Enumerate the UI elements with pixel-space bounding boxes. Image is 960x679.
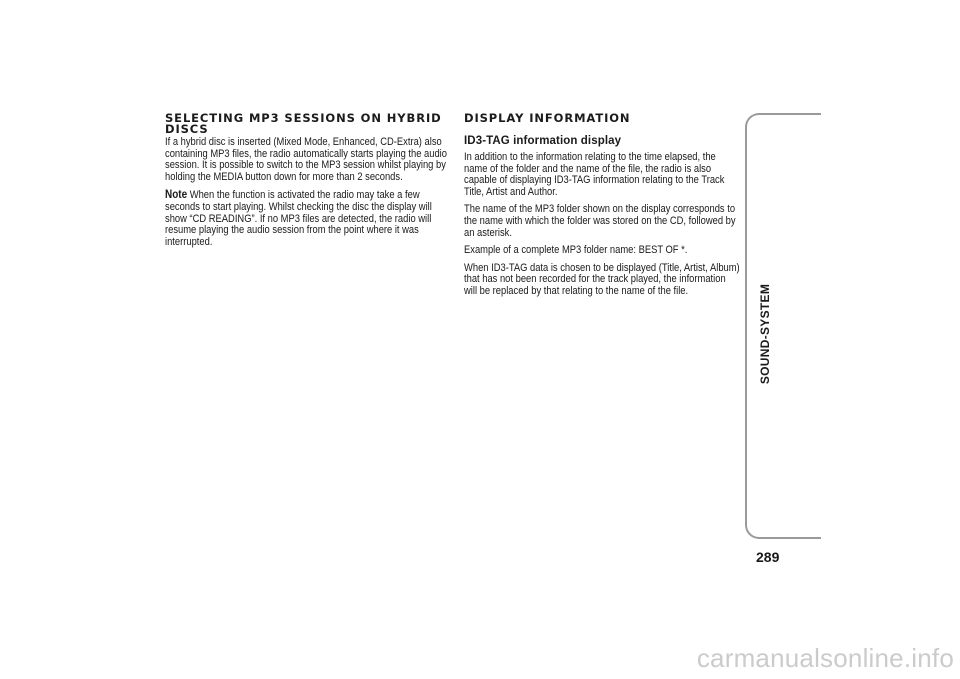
hybrid-disc-paragraph: If a hybrid disc is inserted (Mixed Mode, Enhanced, CD-Extra) also containing MP3 files, the radio automatically starts playing the audio session. It is possible to switch to the MP3 session whilst playing by holding the MEDIA button down for more than 2 seconds. xyxy=(165,136,447,183)
chapter-tab-label: SOUND-SYSTEM xyxy=(758,283,772,385)
right-column xyxy=(464,113,742,298)
section-heading-hybrid-discs: SELECTING MP3 SESSIONS ON HYBRID DISCS xyxy=(165,111,442,136)
subheading-id3-tag: ID3-TAG information display xyxy=(464,135,622,147)
id3-paragraph-4: When ID3-TAG data is chosen to be displayed (Title, Artist, Album) that has not been recorded for the track played, the information will be replaced by that relating to the name of the file. xyxy=(464,261,740,297)
note-paragraph xyxy=(165,189,449,248)
section-heading-display-information: DISPLAY INFORMATION xyxy=(464,111,631,125)
left-column xyxy=(165,113,450,248)
id3-paragraph-2: The name of the MP3 folder shown on the display corresponds to the name with which the folder was stored on the CD, followed by an asterisk. xyxy=(464,203,736,239)
page-number: 289 xyxy=(756,549,780,565)
id3-paragraph-3: Example of a complete MP3 folder name: BEST OF *. xyxy=(464,244,688,257)
watermark: carmanualsonline.info xyxy=(696,643,954,673)
id3-paragraph-1: In addition to the information relating to the time elapsed, the name of the folder and the name of the file, the radio is also capable of displaying ID3-TAG information relating to the Track Title, Artist and Author. xyxy=(464,151,725,198)
chapter-tab xyxy=(745,113,821,539)
note-text: When the function is activated the radio may take a few seconds to start playing. Whilst checking the disc the display will show “CD READING”. If no MP3 files are detected, the radio will resume playing the audio session from the point where it was interrupted. xyxy=(165,189,432,248)
note-label: Note xyxy=(165,187,188,202)
